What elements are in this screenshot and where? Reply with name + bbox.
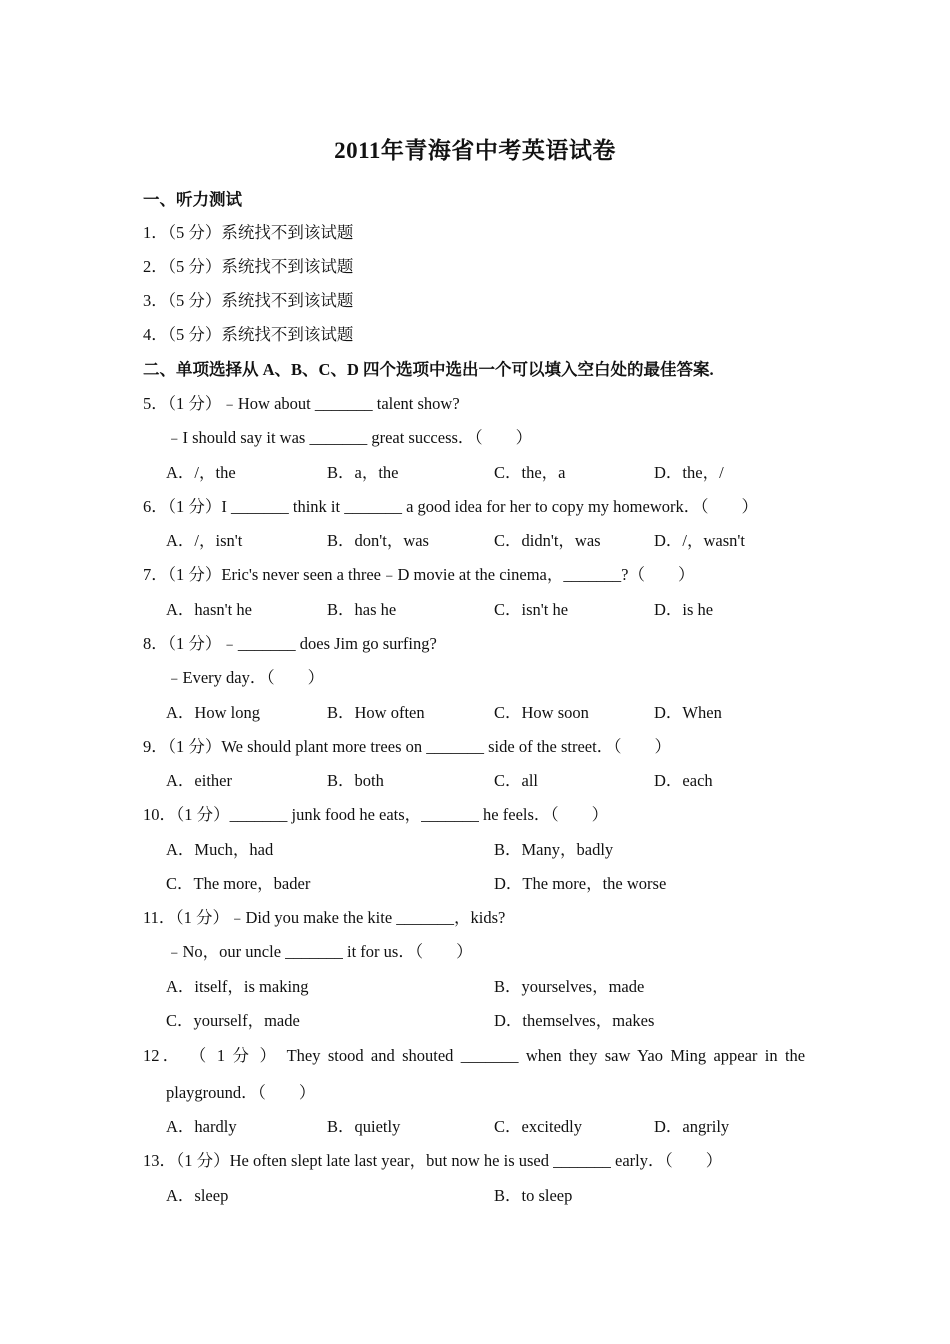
question-5-option-c: C．the，a [494, 463, 566, 482]
question-6-option-d: D．/，wasn't [654, 531, 745, 550]
question-12-option-c: C．excitedly [494, 1117, 582, 1136]
question-5-option-a: A．/，the [166, 463, 236, 482]
q12-word: _______ [460, 1046, 519, 1065]
q12-word: and [370, 1046, 395, 1065]
question-6-option-c: C．didn't，was [494, 531, 601, 550]
question-10-option-d: D．The more，the worse [494, 874, 667, 893]
q12-word: They [286, 1046, 321, 1065]
question-13-option-b: B．to sleep [494, 1186, 573, 1205]
question-8-option-b: B．How often [327, 703, 425, 722]
q12-word: Yao [637, 1046, 663, 1065]
question-7-option-c: C．isn't he [494, 600, 569, 619]
q12-word: ） [259, 1046, 280, 1065]
q12-word: in [764, 1046, 778, 1065]
question-5-option-b: B．a，the [327, 463, 399, 482]
question-12-option-b: B．quietly [327, 1117, 401, 1136]
q12-word: appear [713, 1046, 758, 1065]
q12-word: （ [189, 1046, 210, 1065]
question-12-option-d: D．angrily [654, 1117, 730, 1136]
question-10-option-c: C．The more，bader [166, 874, 311, 893]
q12-word: Ming [670, 1046, 707, 1065]
question-9-stem: 9．（1 分）We should plant more trees on _______ side of the street．（ ） [143, 737, 671, 756]
question-3: 3．（5 分）系统找不到该试题 [143, 291, 354, 310]
q12-word: the [784, 1046, 806, 1065]
question-8-option-d: D．When [654, 703, 722, 722]
question-11-line2: ﹣No，our uncle _______ it for us．（ ） [166, 942, 473, 961]
q12-word: they [568, 1046, 598, 1065]
question-9-option-b: B．both [327, 771, 384, 790]
question-13-stem: 13．（1 分）He often slept late last year，but now he is used _______ early．（ ） [143, 1151, 723, 1170]
question-7-option-a: A．hasn't he [166, 600, 252, 619]
q12-word: 分 [232, 1046, 253, 1065]
q12-word: shouted [402, 1046, 454, 1065]
question-11-option-d: D．themselves，makes [494, 1011, 655, 1030]
question-10-option-b: B．Many，badly [494, 840, 614, 859]
section-heading-multiple-choice: 二、单项选择从 A、B、C、D 四个选项中选出一个可以填入空白处的最佳答案. [143, 360, 714, 379]
question-8-line2: ﹣Every day．（ ） [166, 668, 325, 687]
q12-word: saw [604, 1046, 631, 1065]
question-8-option-a: A．How long [166, 703, 260, 722]
q12-word: 1 [216, 1046, 226, 1065]
q12-word: when [525, 1046, 562, 1065]
question-7-option-b: B．has he [327, 600, 397, 619]
question-8-option-c: C．How soon [494, 703, 589, 722]
question-2: 2．（5 分）系统找不到该试题 [143, 257, 354, 276]
question-9-option-c: C．all [494, 771, 538, 790]
question-13-option-a: A．sleep [166, 1186, 229, 1205]
question-8-stem: 8．（1 分）﹣_______ does Jim go surfing? [143, 634, 437, 653]
page-title: 2011年青海省中考英语试卷 [334, 138, 616, 163]
question-5-line2: ﹣I should say it was _______ great success．（ ） [166, 428, 533, 447]
question-6-stem: 6．（1 分）I _______ think it _______ a good idea for her to copy my homework．（ ） [143, 497, 759, 516]
question-12-option-a: A．hardly [166, 1117, 237, 1136]
question-9-option-a: A．either [166, 771, 232, 790]
question-12-line2: playground．（ ） [166, 1083, 316, 1102]
question-9-option-d: D．each [654, 771, 713, 790]
question-11-option-c: C．yourself，made [166, 1011, 300, 1030]
question-4: 4．（5 分）系统找不到该试题 [143, 325, 354, 344]
q12-word: stood [327, 1046, 364, 1065]
q12-word: 12． [143, 1046, 183, 1065]
question-1: 1．（5 分）系统找不到该试题 [143, 223, 354, 242]
question-5-stem: 5．（1 分）﹣How about _______ talent show? [143, 394, 460, 413]
question-10-option-a: A．Much，had [166, 840, 274, 859]
question-10-stem: 10．（1 分）_______ junk food he eats，_______ he feels．（ ） [143, 805, 609, 824]
question-11-option-a: A．itself，is making [166, 977, 309, 996]
question-7-option-d: D．is he [654, 600, 714, 619]
section-heading-listening: 一、听力测试 [143, 190, 242, 209]
question-12-stem [143, 1046, 805, 1066]
question-11-stem: 11．（1 分）﹣Did you make the kite _______，kids? [143, 908, 506, 927]
question-11-option-b: B．yourselves，made [494, 977, 645, 996]
question-7-stem: 7．（1 分）Eric's never seen a three﹣D movie at the cinema，_______?（ ） [143, 565, 695, 584]
question-6-option-b: B．don't，was [327, 531, 429, 550]
question-5-option-d: D．the，/ [654, 463, 724, 482]
question-6-option-a: A．/，isn't [166, 531, 243, 550]
